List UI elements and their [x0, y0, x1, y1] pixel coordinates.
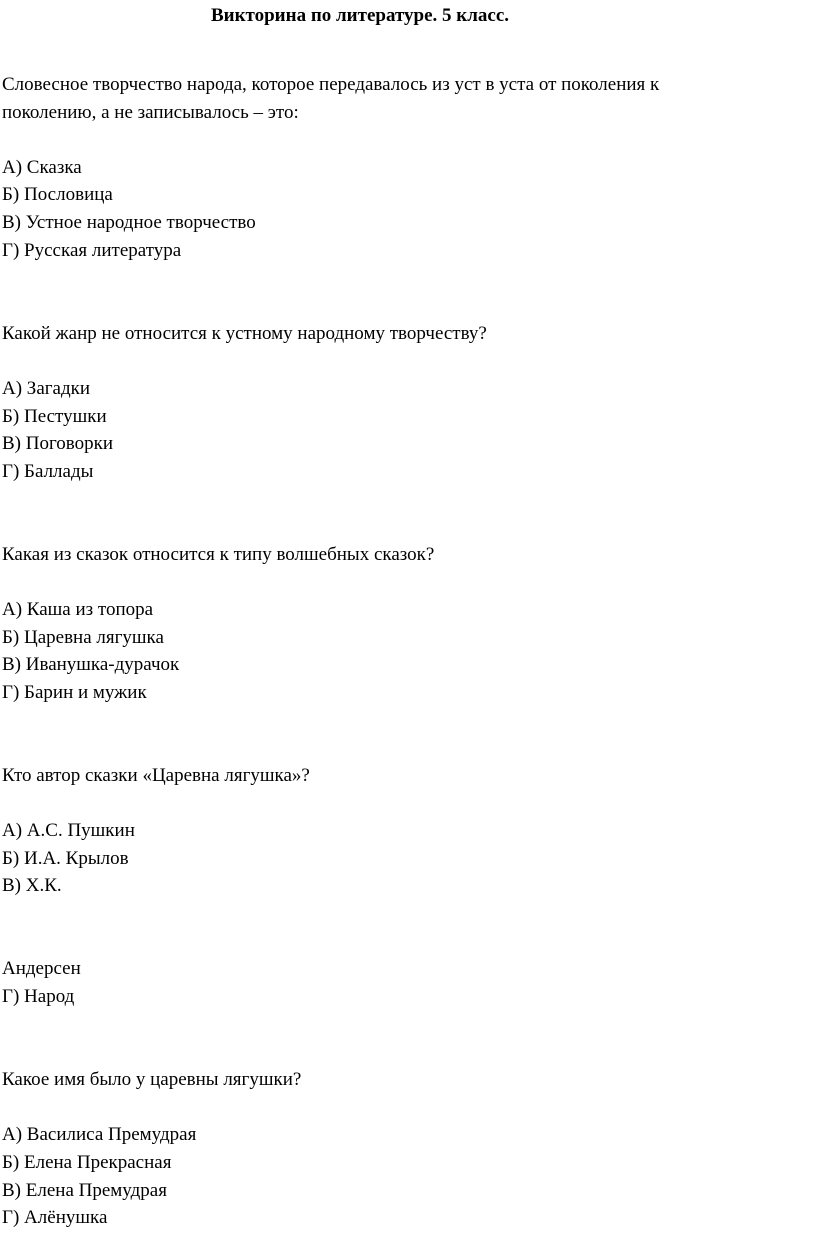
- question-1-option-d: Г) Русская литература: [2, 240, 182, 261]
- question-1-option-b: Б) Пословица: [2, 184, 113, 205]
- question-3-option-d: Г) Барин и мужик: [2, 682, 147, 703]
- question-5-option-b: Б) Елена Прекрасная: [2, 1152, 172, 1173]
- question-4-option-a: А) А.С. Пушкин: [2, 820, 135, 841]
- question-2-text-line-1: Какой жанр не относится к устному народному творчеству?: [2, 323, 487, 344]
- question-3-option-b: Б) Царевна лягушка: [2, 627, 164, 648]
- question-4-option-b: Б) И.А. Крылов: [2, 848, 129, 869]
- question-2-option-a: А) Загадки: [2, 378, 91, 399]
- question-4-text-line-1: Кто автор сказки «Царевна лягушка»?: [2, 765, 310, 786]
- question-3-option-c: В) Иванушка-дурачок: [2, 654, 180, 675]
- question-5-option-c: В) Елена Премудрая: [2, 1180, 167, 1201]
- question-3-option-a: А) Каша из топора: [2, 599, 154, 620]
- quiz-title: Викторина по литературе. 5 класс.: [210, 5, 510, 26]
- question-5-text-line-1: Какое имя было у царевны лягушки?: [2, 1069, 302, 1090]
- question-4-option-c: В) Х.К.: [2, 875, 62, 896]
- question-4-option-c-continued: Андерсен: [2, 958, 81, 979]
- question-1-text-line-2: поколению, а не записывалось – это:: [2, 102, 299, 123]
- question-1-option-a: А) Сказка: [2, 157, 82, 178]
- question-2-option-b: Б) Пестушки: [2, 406, 107, 427]
- question-3-text-line-1: Какая из сказок относится к типу волшебных сказок?: [2, 544, 435, 565]
- question-2-option-d: Г) Баллады: [2, 461, 94, 482]
- question-5-option-a: А) Василиса Премудрая: [2, 1124, 197, 1145]
- question-1-text-line-1: Словесное творчество народа, которое передавалось из уст в уста от поколения к: [2, 74, 660, 95]
- question-5-option-d: Г) Алёнушка: [2, 1207, 108, 1228]
- question-2-option-c: В) Поговорки: [2, 433, 114, 454]
- question-1-option-c: В) Устное народное творчество: [2, 212, 256, 233]
- question-4-option-d: Г) Народ: [2, 986, 75, 1007]
